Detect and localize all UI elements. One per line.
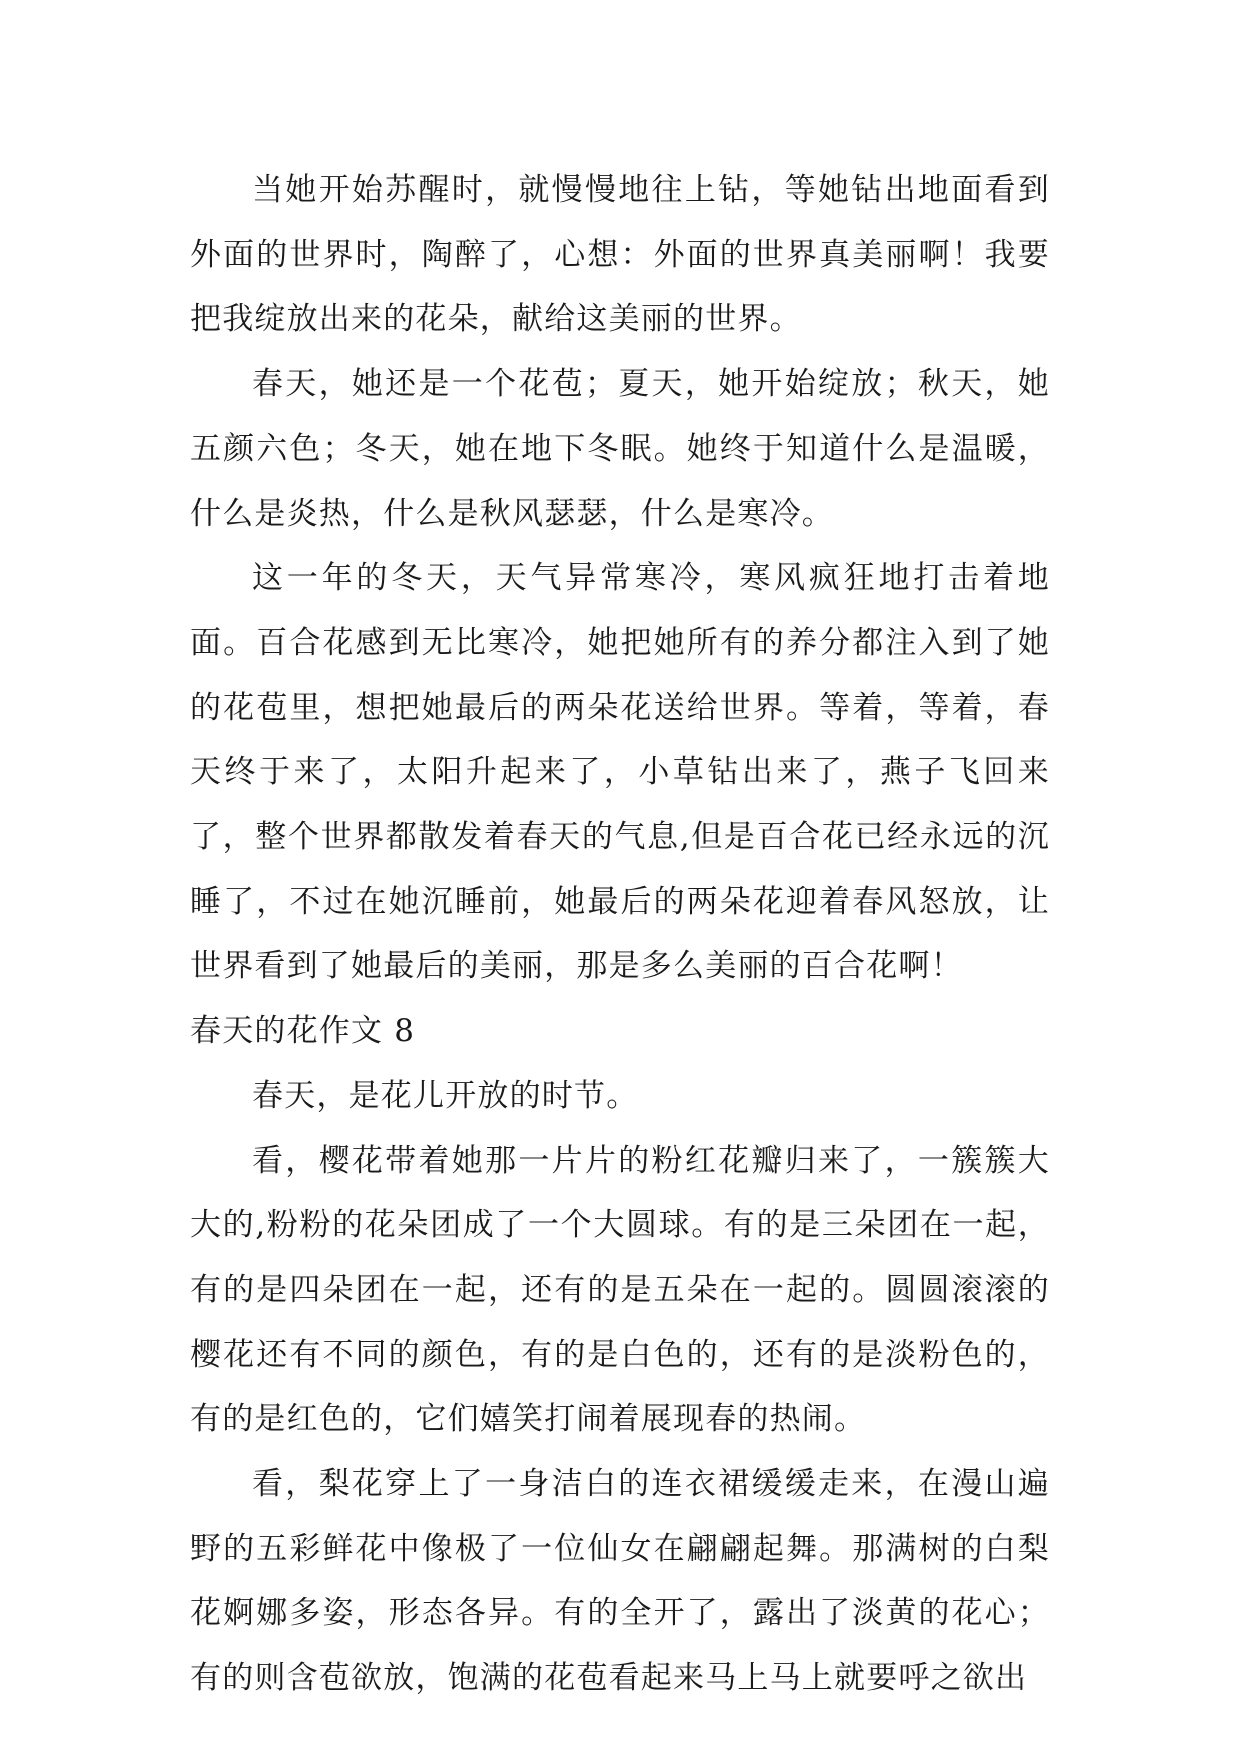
paragraph-awakening: 当她开始苏醒时，就慢慢地往上钻，等她钻出地面看到外面的世界时，陶醉了，心想：外面的世界真美丽啊！我要把我绽放出来的花朵，献给这美丽的世界。 [190, 172, 1050, 338]
document-body [190, 158, 1050, 1711]
paragraph-intro: 春天，是花儿开放的时节。 [252, 1077, 639, 1114]
paragraph-pear-blossom: 看，梨花穿上了一身洁白的连衣裙缓缓走来，在漫山遍野的五彩鲜花中像极了一位仙女在翩翩起舞。那满树的白梨花婀娜多姿，形态各异。有的全开了，露出了淡黄的花心；有的则含苞欲放，饱满的花苞看起来马上马上就要呼之欲出 [190, 1466, 1050, 1697]
paragraph-winter: 这一年的冬天，天气异常寒冷，寒风疯狂地打击着地面。百合花感到无比寒冷，她把她所有的养分都注入到了她的花苞里，想把她最后的两朵花送给世界。等着，等着，春天终于来了，太阳升起来了，小草钻出来了，燕子飞回来了，整个世界都散发着春天的气息,但是百合花已经永远的沉睡了，不过在她沉睡前，她最后的两朵花迎着春风怒放，让世界看到了她最后的美丽，那是多么美丽的百合花啊！ [190, 560, 1050, 985]
paragraph-seasons: 春天，她还是一个花苞；夏天，她开始绽放；秋天，她五颜六色；冬天，她在地下冬眠。她终于知道什么是温暖，什么是炎热，什么是秋风瑟瑟，什么是寒冷。 [190, 366, 1050, 532]
paragraph-cherry-blossom: 看，樱花带着她那一片片的粉红花瓣归来了，一簇簇大大的,粉粉的花朵团成了一个大圆球。有的是三朵团在一起，有的是四朵团在一起，还有的是五朵在一起的。圆圆滚滚的樱花还有不同的颜色，有的是白色的，还有的是淡粉色的，有的是红色的，它们嬉笑打闹着展现春的热闹。 [190, 1142, 1050, 1438]
section-heading: 春天的花作文 8 [190, 1013, 416, 1050]
